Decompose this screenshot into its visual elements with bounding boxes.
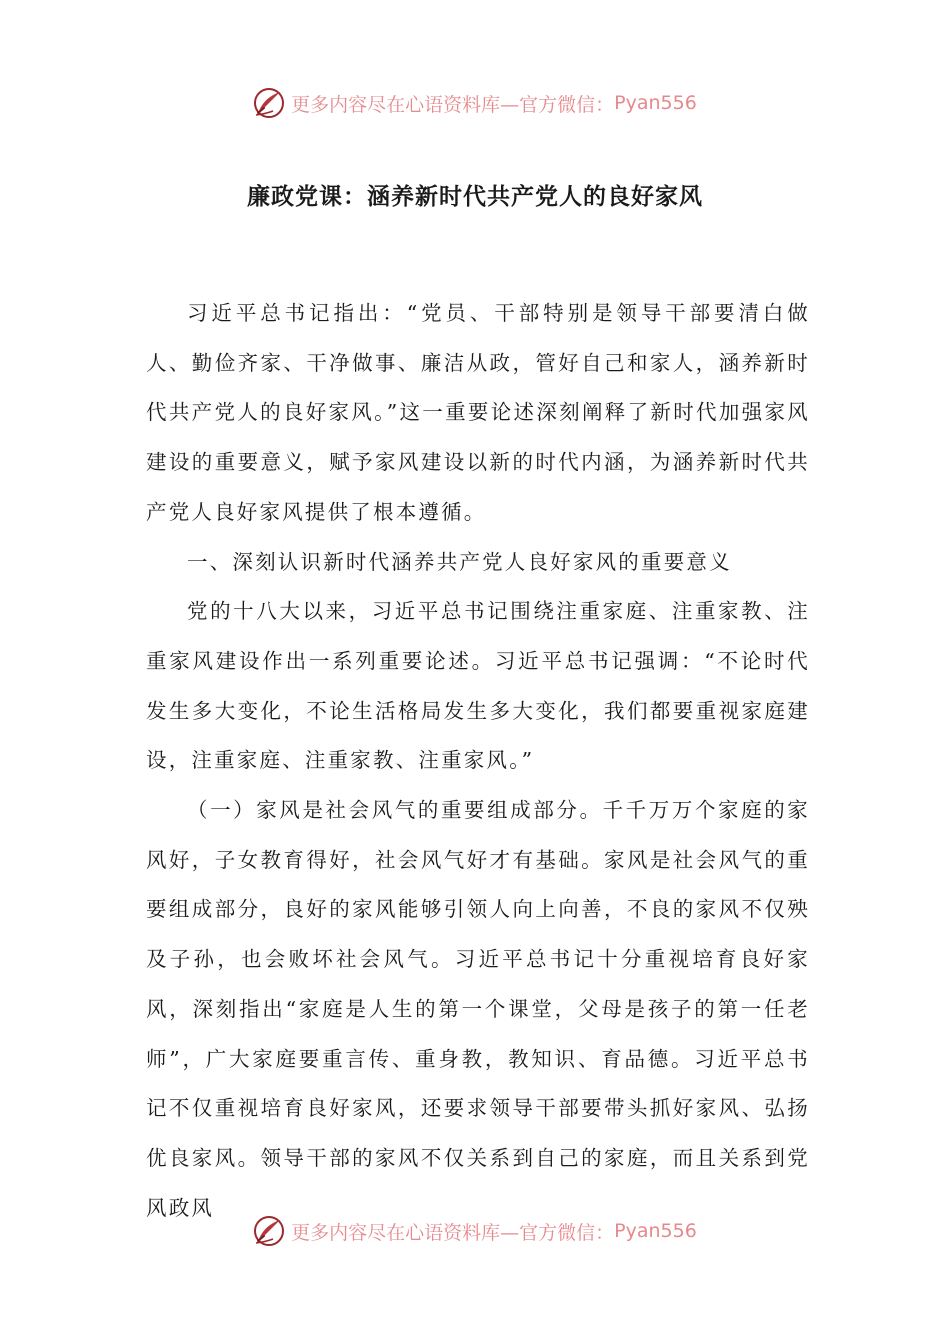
banner-wechat-id: Pyan556 bbox=[614, 92, 697, 114]
banner-text: 更多内容尽在心语资料库—官方微信： bbox=[291, 93, 615, 116]
header-banner bbox=[0, 83, 950, 123]
footer-banner bbox=[0, 1211, 950, 1251]
banner-wechat-id: Pyan556 bbox=[614, 1220, 697, 1242]
banner-text: 更多内容尽在心语资料库—官方微信： bbox=[291, 1221, 615, 1244]
section-heading: 一、深刻认识新时代涵养共产党人良好家风的重要意义 bbox=[187, 549, 732, 574]
pen-circle-icon bbox=[253, 1215, 285, 1247]
paragraph: 习近平总书记指出：“党员、干部特别是领导干部要清白做人、勤俭齐家、干净做事、廉洁从政，管好自己和家人，涵养新时代共产党人的良好家风。”这一重要论述深刻阐释了新时代加强家风建设的重要意义，赋予家风建设以新的时代内涵，为涵养新时代共产党人良好家风提供了根本遵循。 bbox=[146, 301, 810, 524]
pen-circle-icon bbox=[253, 87, 285, 119]
paragraph: （一）家风是社会风气的重要组成部分。千千万万个家庭的家风好，子女教育得好，社会风气好才有基础。家风是社会风气的重要组成部分，良好的家风能够引领人向上向善，不良的家风不仅殃及子孙，也会败坏社会风气。习近平总书记十分重视培育良好家风，深刻指出“家庭是人生的第一个课堂，父母是孩子的第一任老师”，广大家庭要重言传、重身教，教知识、育品德。习近平总书记不仅重视培育良好家风，还要求领导干部要带头抓好家风、弘扬优良家风。领导干部的家风不仅关系到自己的家庭，而且关系到党风政风 bbox=[146, 798, 810, 1220]
document-title: 廉政党课：涵养新时代共产党人的良好家风 bbox=[247, 183, 703, 210]
paragraph: 党的十八大以来，习近平总书记围绕注重家庭、注重家教、注重家风建设作出一系列重要论述。习近平总书记强调：“不论时代发生多大变化，不论生活格局发生多大变化，我们都要重视家庭建设，注重家庭、注重家教、注重家风。” bbox=[146, 599, 810, 773]
document-body bbox=[146, 289, 810, 1233]
